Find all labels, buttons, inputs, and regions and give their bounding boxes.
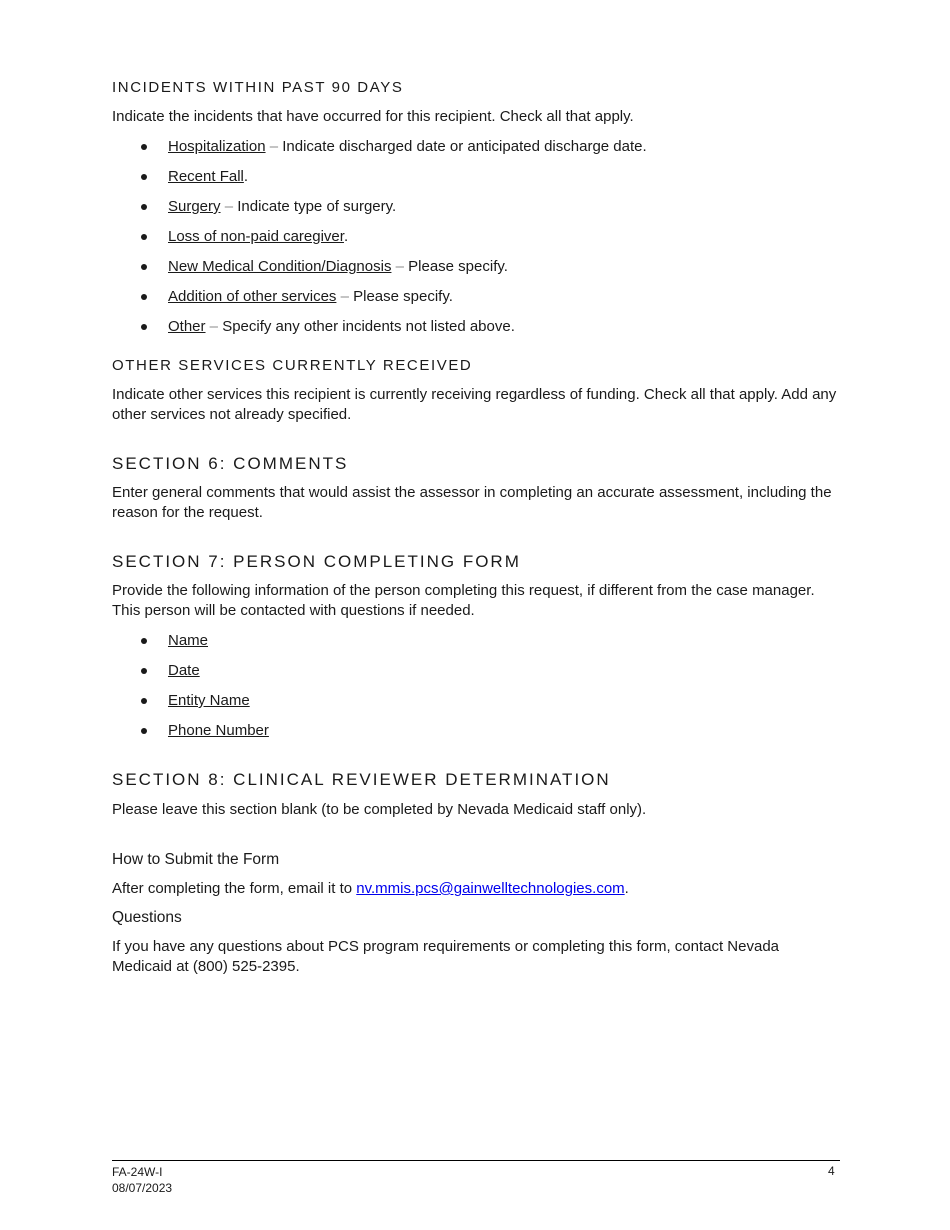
section7-heading: SECTION 7: PERSON COMPLETING FORM [112,552,521,571]
bullet-icon [141,234,147,240]
section8-heading: SECTION 8: CLINICAL REVIEWER DETERMINATION [112,770,611,789]
incident-label: Addition of other services [168,288,337,305]
other-services-heading: OTHER SERVICES CURRENTLY RECEIVED [112,357,473,374]
incidents-intro: Indicate the incidents that have occurred for this recipient. Check all that apply. [112,108,634,125]
field-date: Date [168,662,200,679]
form-date: 08/07/2023 [112,1181,173,1195]
questions-text: If you have any questions about PCS program requirements or completing this form, contact Nevada Medicaid at (800) 525-2395. [112,938,780,975]
bullet-icon [141,294,147,300]
incident-label: Hospitalization [168,138,266,155]
field-name: Name [168,632,209,649]
section6-text: Enter general comments that would assist the assessor in completing an accurate assessment, including the reason for the request. [112,484,832,521]
bullet-icon [141,668,147,674]
incident-label: Recent Fall [168,168,244,185]
bullet-icon [141,728,147,734]
list-item: Addition of other services – Please specify. [112,287,840,317]
incident-label: Loss of non-paid caregiver [168,228,344,245]
list-item [112,661,840,691]
email-link[interactable]: nv.mmis.pcs@gainwelltechnologies.com [356,880,625,897]
bullet-icon [141,324,147,330]
list-item [112,721,840,751]
bullet-icon [141,698,147,704]
incident-label: New Medical Condition/Diagnosis [168,258,392,275]
list-item: Hospitalization – Indicate discharged date or anticipated discharge date. [112,137,840,167]
list-item: Other – Specify any other incidents not listed above. [112,317,840,347]
bullet-icon [141,638,147,644]
list-item: Surgery – Indicate type of surgery. [112,197,840,227]
submit-heading: How to Submit the Form [112,851,280,868]
section6-heading: SECTION 6: COMMENTS [112,454,349,473]
field-phone-number: Phone Number [168,722,269,739]
incident-label: Other [168,318,206,335]
page-number: 4 [828,1164,835,1178]
person-fields-list [112,631,840,751]
section7-text: Provide the following information of the person completing this request, if different from the case manager. This person will be contacted with questions if needed. [112,582,815,619]
field-entity-name: Entity Name [168,692,250,709]
questions-heading: Questions [112,909,182,926]
incident-label: Surgery [168,198,221,215]
list-item [112,691,840,721]
bullet-icon [141,204,147,210]
bullet-icon [141,174,147,180]
footer-divider [112,1160,840,1161]
submit-text: After completing the form, email it to nv.mmis.pcs@gainwelltechnologies.com. [112,880,629,897]
incidents-heading: INCIDENTS WITHIN PAST 90 DAYS [112,79,404,96]
list-item: Recent Fall. [112,167,840,197]
bullet-icon [141,264,147,270]
list-item: Loss of non-paid caregiver. [112,227,840,257]
section8-text: Please leave this section blank (to be completed by Nevada Medicaid staff only). [112,801,647,818]
bullet-icon [141,144,147,150]
list-item: New Medical Condition/Diagnosis – Please specify. [112,257,840,287]
list-item [112,631,840,661]
incidents-list [112,137,840,347]
form-id: FA-24W-I [112,1165,163,1179]
other-services-text: Indicate other services this recipient is currently receiving regardless of funding. Check all that apply. Add any other services not already specified. [112,386,837,423]
footer-info [112,1164,172,1196]
